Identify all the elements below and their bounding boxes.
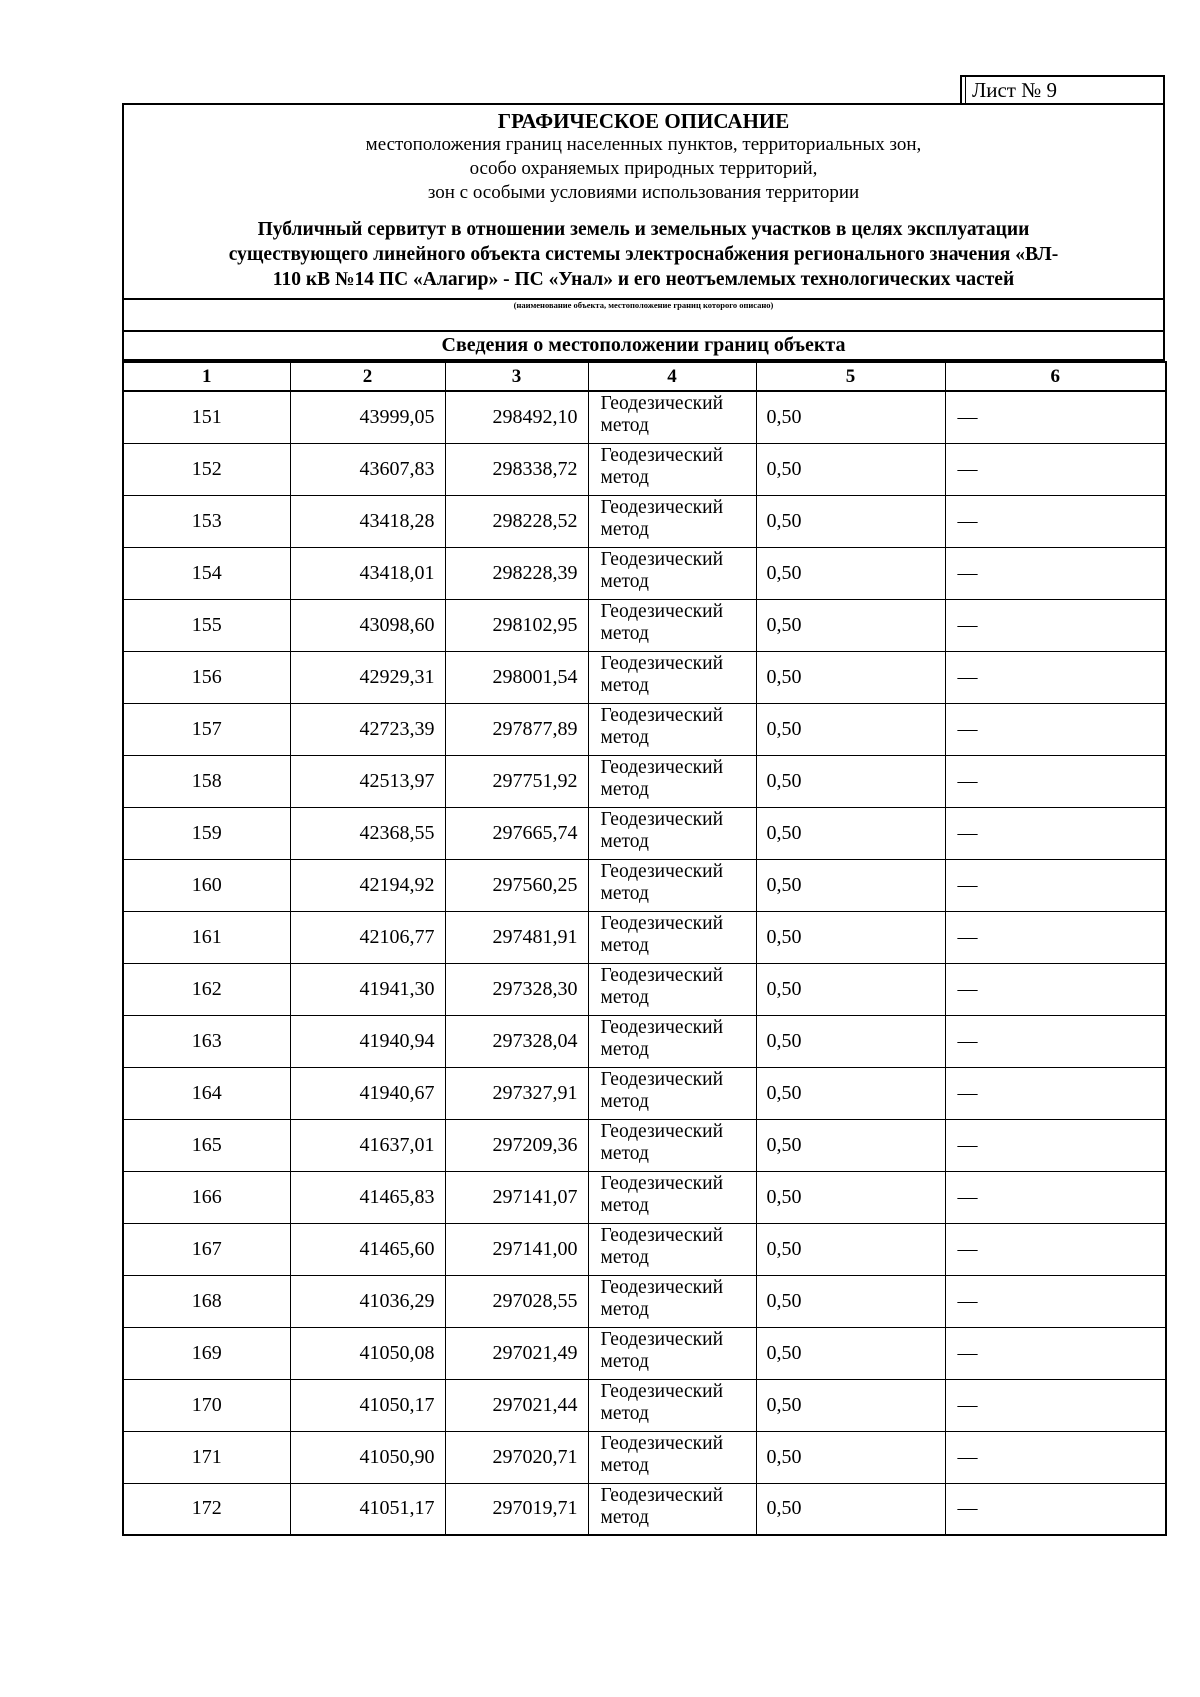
object-name-line: существующего линейного объекта системы электроснабжения регионального значения «ВЛ- [228,244,1059,265]
table-row [123,1483,1166,1535]
table-body [123,391,1166,1535]
y-coordinate-cell: 297481,91 [445,911,588,963]
point-number-cell: 163 [123,1015,290,1067]
description-cell: — [945,1483,1166,1535]
method-cell: Геодезический метод [588,1119,756,1171]
accuracy-cell: 0,50 [756,1067,945,1119]
description-cell: — [945,1171,1166,1223]
table-row [123,859,1166,911]
method-cell: Геодезический метод [588,547,756,599]
caption-area [124,298,1163,332]
method-cell: Геодезический метод [588,859,756,911]
point-number-cell: 169 [123,1327,290,1379]
table-row [123,703,1166,755]
table-row [123,963,1166,1015]
x-coordinate-cell: 43418,28 [290,495,445,547]
method-cell: Геодезический метод [588,1067,756,1119]
x-coordinate-cell: 42513,97 [290,755,445,807]
x-coordinate-cell: 41050,17 [290,1379,445,1431]
accuracy-cell: 0,50 [756,1379,945,1431]
table-row [123,1275,1166,1327]
method-cell: Геодезический метод [588,1431,756,1483]
method-cell: Геодезический метод [588,1327,756,1379]
point-number-cell: 167 [123,1223,290,1275]
subtitle-line: особо охраняемых природных территорий, [469,158,818,179]
accuracy-cell: 0,50 [756,911,945,963]
description-cell: — [945,1431,1166,1483]
x-coordinate-cell: 43418,01 [290,547,445,599]
x-coordinate-cell: 41940,67 [290,1067,445,1119]
x-coordinate-cell: 41036,29 [290,1275,445,1327]
accuracy-cell: 0,50 [756,963,945,1015]
column-header: 6 [945,362,1166,391]
x-coordinate-cell: 41051,17 [290,1483,445,1535]
method-cell: Геодезический метод [588,1483,756,1535]
x-coordinate-cell: 41637,01 [290,1119,445,1171]
method-cell: Геодезический метод [588,1379,756,1431]
description-cell: — [945,495,1166,547]
table-row [123,1171,1166,1223]
accuracy-cell: 0,50 [756,703,945,755]
method-cell: Геодезический метод [588,755,756,807]
description-cell: — [945,547,1166,599]
x-coordinate-cell: 42194,92 [290,859,445,911]
object-name-line: 110 кВ №14 ПС «Алагир» - ПС «Унал» и его неотъемлемых технологических частей [272,269,1015,290]
y-coordinate-cell: 298228,52 [445,495,588,547]
y-coordinate-cell: 298228,39 [445,547,588,599]
table-row [123,651,1166,703]
column-header: 4 [588,362,756,391]
accuracy-cell: 0,50 [756,599,945,651]
accuracy-cell: 0,50 [756,1223,945,1275]
y-coordinate-cell: 298001,54 [445,651,588,703]
column-header: 2 [290,362,445,391]
point-number-cell: 164 [123,1067,290,1119]
table-row [123,1379,1166,1431]
point-number-cell: 171 [123,1431,290,1483]
method-cell: Геодезический метод [588,1275,756,1327]
method-cell: Геодезический метод [588,1223,756,1275]
x-coordinate-cell: 41940,94 [290,1015,445,1067]
y-coordinate-cell: 297021,44 [445,1379,588,1431]
table-row [123,1119,1166,1171]
y-coordinate-cell: 297665,74 [445,807,588,859]
x-coordinate-cell: 42723,39 [290,703,445,755]
y-coordinate-cell: 297560,25 [445,859,588,911]
method-cell: Геодезический метод [588,1171,756,1223]
description-cell: — [945,1223,1166,1275]
y-coordinate-cell: 297028,55 [445,1275,588,1327]
section-title: Сведения о местоположении границ объекта [441,334,846,356]
object-caption: (наименование объекта, местоположение границ которого описано) [513,300,774,310]
method-cell: Геодезический метод [588,963,756,1015]
table-row [123,391,1166,443]
subtitle-line: зон с особыми условиями использования территории [427,182,860,203]
y-coordinate-cell: 297020,71 [445,1431,588,1483]
accuracy-cell: 0,50 [756,1171,945,1223]
description-cell: — [945,859,1166,911]
method-cell: Геодезический метод [588,391,756,443]
method-cell: Геодезический метод [588,703,756,755]
description-cell: — [945,443,1166,495]
y-coordinate-cell: 297019,71 [445,1483,588,1535]
x-coordinate-cell: 41941,30 [290,963,445,1015]
accuracy-cell: 0,50 [756,1483,945,1535]
point-number-cell: 170 [123,1379,290,1431]
subtitle-line: местоположения границ населенных пунктов, территориальных зон, [365,134,922,155]
table-row [123,1223,1166,1275]
column-header: 5 [756,362,945,391]
table-row [123,807,1166,859]
object-name-line: Публичный сервитут в отношении земель и земельных участков в целях эксплуатации [257,219,1030,240]
sheet-number: Лист № 9 [960,75,1165,104]
accuracy-cell: 0,50 [756,391,945,443]
accuracy-cell: 0,50 [756,807,945,859]
point-number-cell: 161 [123,911,290,963]
description-cell: — [945,651,1166,703]
x-coordinate-cell: 42106,77 [290,911,445,963]
accuracy-cell: 0,50 [756,1119,945,1171]
point-number-cell: 155 [123,599,290,651]
table-row [123,1015,1166,1067]
x-coordinate-cell: 41050,90 [290,1431,445,1483]
point-number-cell: 153 [123,495,290,547]
point-number-cell: 154 [123,547,290,599]
accuracy-cell: 0,50 [756,859,945,911]
y-coordinate-cell: 297328,30 [445,963,588,1015]
accuracy-cell: 0,50 [756,1431,945,1483]
method-cell: Геодезический метод [588,1015,756,1067]
method-cell: Геодезический метод [588,807,756,859]
y-coordinate-cell: 298492,10 [445,391,588,443]
y-coordinate-cell: 297209,36 [445,1119,588,1171]
point-number-cell: 158 [123,755,290,807]
y-coordinate-cell: 297021,49 [445,1327,588,1379]
table-row [123,1067,1166,1119]
point-number-cell: 165 [123,1119,290,1171]
x-coordinate-cell: 42368,55 [290,807,445,859]
accuracy-cell: 0,50 [756,1275,945,1327]
method-cell: Геодезический метод [588,495,756,547]
y-coordinate-cell: 297327,91 [445,1067,588,1119]
point-number-cell: 159 [123,807,290,859]
point-number-cell: 151 [123,391,290,443]
table-row [123,755,1166,807]
description-cell: — [945,963,1166,1015]
point-number-cell: 168 [123,1275,290,1327]
accuracy-cell: 0,50 [756,755,945,807]
table-row [123,1431,1166,1483]
method-cell: Геодезический метод [588,443,756,495]
x-coordinate-cell: 43607,83 [290,443,445,495]
y-coordinate-cell: 298102,95 [445,599,588,651]
x-coordinate-cell: 43999,05 [290,391,445,443]
y-coordinate-cell: 297877,89 [445,703,588,755]
table-header-row [123,362,1166,391]
document-header [122,103,1165,361]
description-cell: — [945,911,1166,963]
y-coordinate-cell: 297141,07 [445,1171,588,1223]
description-cell: — [945,703,1166,755]
description-cell: — [945,391,1166,443]
y-coordinate-cell: 297751,92 [445,755,588,807]
accuracy-cell: 0,50 [756,651,945,703]
description-cell: — [945,1379,1166,1431]
document-title: ГРАФИЧЕСКОЕ ОПИСАНИЕ [497,109,790,133]
description-cell: — [945,755,1166,807]
column-header: 3 [445,362,588,391]
accuracy-cell: 0,50 [756,1327,945,1379]
table-row [123,1327,1166,1379]
description-cell: — [945,1067,1166,1119]
y-coordinate-cell: 297328,04 [445,1015,588,1067]
description-cell: — [945,1015,1166,1067]
table-row [123,547,1166,599]
accuracy-cell: 0,50 [756,495,945,547]
y-coordinate-cell: 298338,72 [445,443,588,495]
coordinates-table [122,361,1167,1536]
point-number-cell: 156 [123,651,290,703]
point-number-cell: 160 [123,859,290,911]
point-number-cell: 162 [123,963,290,1015]
y-coordinate-cell: 297141,00 [445,1223,588,1275]
column-header: 1 [123,362,290,391]
description-cell: — [945,1327,1166,1379]
object-name [124,217,1163,292]
point-number-cell: 172 [123,1483,290,1535]
x-coordinate-cell: 43098,60 [290,599,445,651]
table-row [123,495,1166,547]
table-row [123,599,1166,651]
accuracy-cell: 0,50 [756,1015,945,1067]
x-coordinate-cell: 41465,83 [290,1171,445,1223]
point-number-cell: 152 [123,443,290,495]
method-cell: Геодезический метод [588,911,756,963]
description-cell: — [945,1275,1166,1327]
point-number-cell: 166 [123,1171,290,1223]
point-number-cell: 157 [123,703,290,755]
description-cell: — [945,599,1166,651]
method-cell: Геодезический метод [588,599,756,651]
description-cell: — [945,1119,1166,1171]
x-coordinate-cell: 41050,08 [290,1327,445,1379]
x-coordinate-cell: 41465,60 [290,1223,445,1275]
accuracy-cell: 0,50 [756,547,945,599]
method-cell: Геодезический метод [588,651,756,703]
x-coordinate-cell: 42929,31 [290,651,445,703]
table-row [123,443,1166,495]
table-row [123,911,1166,963]
accuracy-cell: 0,50 [756,443,945,495]
description-cell: — [945,807,1166,859]
